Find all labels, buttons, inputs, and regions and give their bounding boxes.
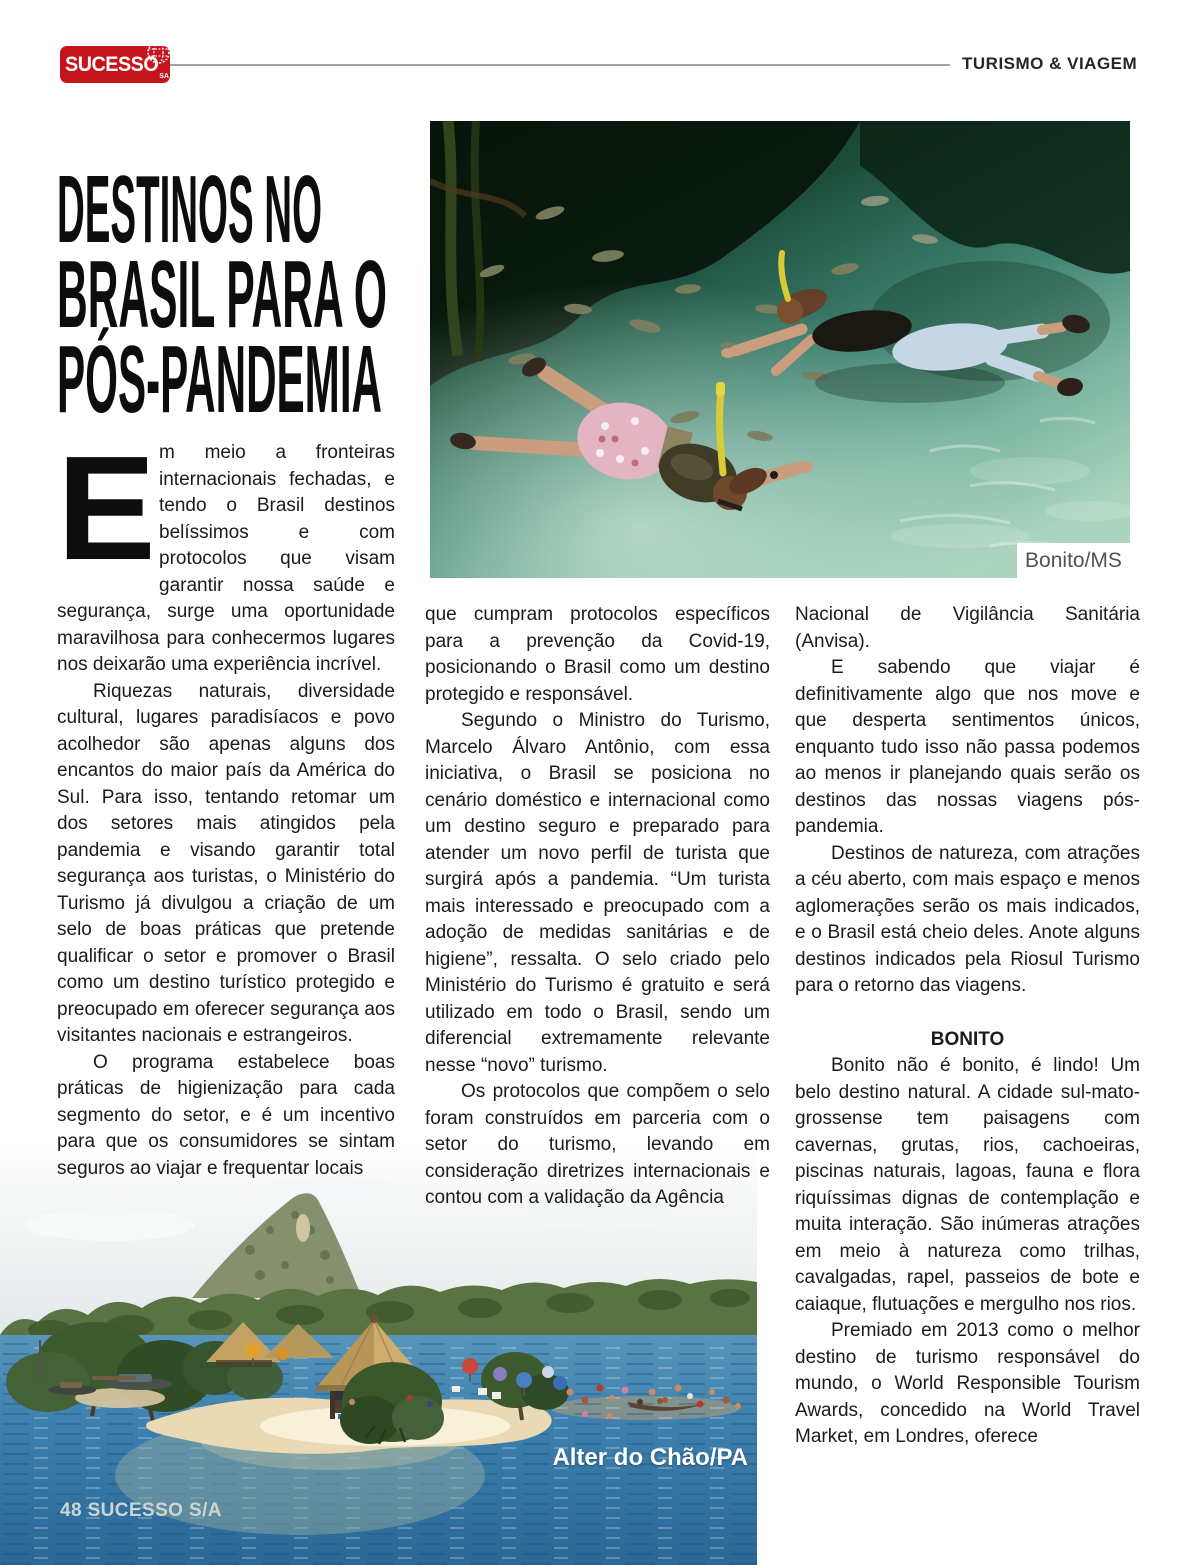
paragraph: Destinos de natureza, com atrações a céu aberto, com mais espaço e menos aglomerações serão os mais indicados, e o Brasil está cheio deles. Anote alguns destinos indicados pela Riosul Turismo para o retorno das viagens. [795,842,1140,996]
title-line-2: BRASIL PARA O [57,241,387,348]
logo-suffix: SA [159,73,169,80]
paragraph: Os protocolos que compõem o selo foram construídos em parceria com o setor do turismo, levando em consideração diretrizes internacionais e contou com a validação da Agência [425,1081,770,1208]
photo-caption-alter-do-chao: Alter do Chão/PA [552,1444,748,1471]
column-3 [795,602,1140,1451]
section-label: TURISMO & VIAGEM [950,51,1149,77]
paragraph: Segundo o Ministro do Turismo, Marcelo Álvaro Antônio, com essa iniciativa, o Brasil se posiciona no cenário doméstico e internacional como um destino seguro e preparado para atender um novo perfil de turista que surgirá após a pandemia. “Um turista mais interessado e preocupado com a adoção de medidas sanitárias e de higiene”, ressalta. O selo criado pelo Ministério do Turismo é gratuito e será utilizado em todo o Brasil, sendo um diferencial extremamente relevante nesse “novo” turismo. [425,710,770,1076]
column-1 [57,426,395,1182]
logo-wordmark: SUCESSO [65,52,159,76]
globe-icon [145,39,172,66]
paragraph: E sabendo que viajar é definitivamente algo que nos move e que desperta sentimentos únicos, enquanto tudo isso não passa podemos ao menos ir planejando quais serão os destinos das nossas viagens pós-pandemia. [795,657,1140,837]
title-line-3: PÓS-PANDEMIA [57,326,382,433]
section-heading-bonito: BONITO [930,1028,1005,1050]
dropcap: E [57,426,156,591]
snorkeling-photo [430,121,1130,578]
page-number-footer: 48 SUCESSO S/A [60,1500,222,1521]
paragraph: Riquezas naturais, diversidade cultural, lugares paradisíacos e povo acolhedor são apenas alguns dos encantos do maior país da América do Sul. Para isso, tentando retomar um dos setores mais atingidos pela pandemia e visando garantir total segurança aos turistas, o Ministério do Turismo já divulgou a criação de um selo de boas práticas que pretende qualificar o setor e promover o Brasil como um destino turístico protegido e preocupado em oferecer segurança aos visitantes nacionais e estrangeiros. [57,680,395,1046]
title-line-1: DESTINOS NO [57,156,322,263]
paragraph: Bonito não é bonito, é lindo! Um belo destino natural. A cidade sul-mato-grossense tem paisagens com cavernas, grutas, rios, cachoeiras, piscinas naturais, lagoas, fauna e flora riquíssimas dignas de contemplação e muita interação. São inúmeras atrações em meio à natureza como trilhas, cavalgadas, rapel, passeios de bote e caiaque, flutuações e mergulho nos rios. [795,1055,1140,1315]
paragraph: O programa estabelece boas práticas de higienização para cada segmento do setor, e é um incentivo para que os consumidores se sintam seguros ao viajar e frequentar locais [57,1051,395,1179]
photo-caption-bonito: Bonito/MS [1017,543,1130,578]
paragraph: Nacional de Vigilância Sanitária (Anvisa). [795,604,1140,652]
sucesso-logo [60,46,170,83]
article-title [57,156,397,433]
column-2 [425,602,770,1212]
paragraph: que cumpram protocolos específicos para a prevenção da Covid-19, posicionando o Brasil como um destino protegido e responsável. [425,604,770,705]
paragraph: Em meio a fronteiras internacionais fechadas, e tendo o Brasil destinos belíssimos e com protocolos que visam garantir nossa saúde e segurança, surge uma oportunidade maravilhosa para conhecermos lugares nos deixarão uma experiência incrível. [57,426,395,675]
paragraph: Premiado em 2013 como o melhor destino de turismo responsável do mundo, o World Responsible Tourism Awards, concedido na World Travel Market, em Londres, oferece [795,1320,1140,1447]
